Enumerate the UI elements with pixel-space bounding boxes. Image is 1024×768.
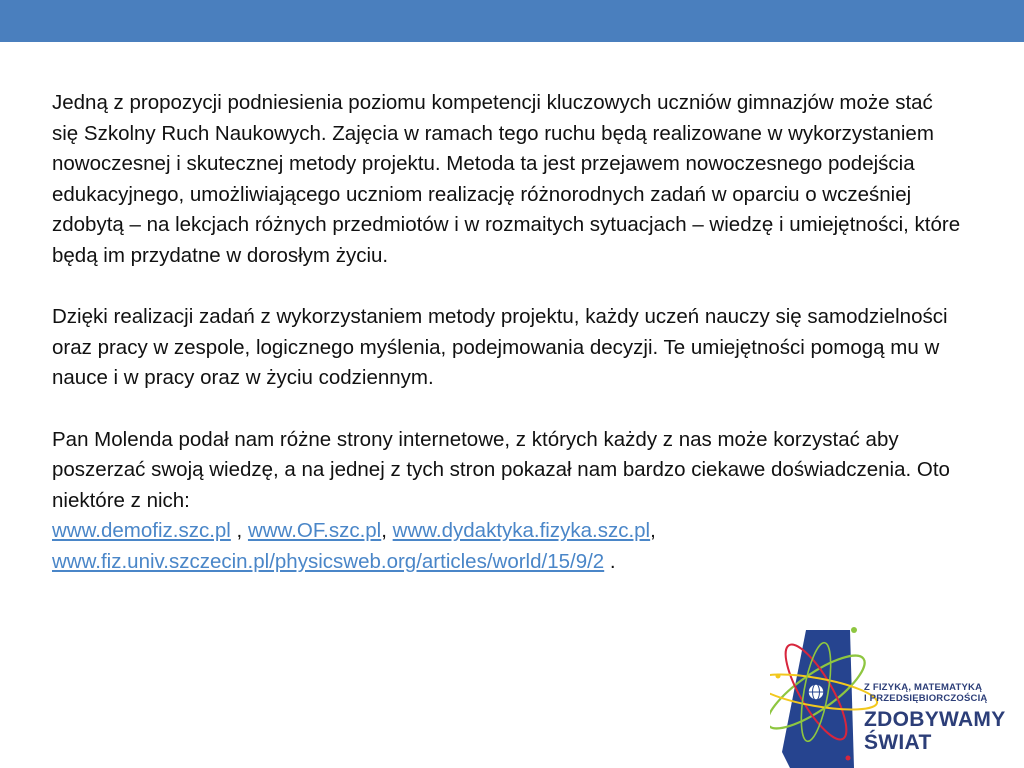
link-separator: ,: [381, 519, 393, 542]
header-bar: [0, 0, 1024, 42]
link-of-szc[interactable]: www.OF.szc.pl: [247, 519, 382, 542]
paragraph-project-method: Dzięki realizacji zadań z wykorzystaniem metody projektu, każdy uczeń nauczy się samodzielności oraz pracy w zespole, logicznego myślenia, podejmowania decyzji. Te umiejętności pomogą mu w nauce i w pracy oraz w życiu codziennym.: [52, 305, 948, 389]
logo-line-1: Z FIZYKĄ, MATEMATYKĄ: [864, 682, 983, 693]
paragraph-websites: [52, 425, 962, 578]
link-demofiz[interactable]: www.demofiz.szc.pl: [52, 519, 231, 542]
end-mark: .: [604, 549, 616, 573]
logo-line-3: ZDOBYWAMY: [864, 708, 1006, 731]
logo-line-2: I PRZEDSIĘBIORCZOŚCIĄ: [864, 693, 988, 704]
link-physicsweb[interactable]: www.fiz.univ.szczecin.pl/physicsweb.org/articles/world/15/9/2: [52, 549, 605, 573]
paragraph-websites-text: Pan Molenda podał nam różne strony internetowe, z których każdy z nas może korzystać aby poszerzać swoją wiedzę, a na jednej z tych stron pokazał nam bardzo ciekawe doświadczenia. Oto niektóre z nich:: [52, 427, 950, 512]
slide-content: [52, 88, 962, 577]
project-logo: [770, 622, 1024, 768]
link-dydaktyka[interactable]: www.dydaktyka.fizyka.szc.pl: [392, 519, 651, 542]
paragraph-intro: Jedną z propozycji podniesienia poziomu kompetencji kluczowych uczniów gimnazjów może stać się Szkolny Ruch Naukowych. Zajęcia w ramach tego ruchu będą realizowane w wykorzystaniem nowoczesnej i skutecznej metody projektu. Metoda ta jest przejawem nowoczesnego podejścia edukacyjnego, umożliwiającego uczniom realizację różnorodnych zadań w oparciu o wcześniej zdobytą – na lekcjach różnych przedmiotów i w rozmaitych sytuacjach – wiedzę i umiejętności, które będą im przydatne w dorosłym życiu.: [52, 91, 961, 267]
logo-line-4: ŚWIAT: [864, 731, 932, 754]
logo-text: [864, 682, 1006, 754]
link-separator: ,: [230, 519, 248, 542]
link-separator: ,: [650, 519, 656, 542]
